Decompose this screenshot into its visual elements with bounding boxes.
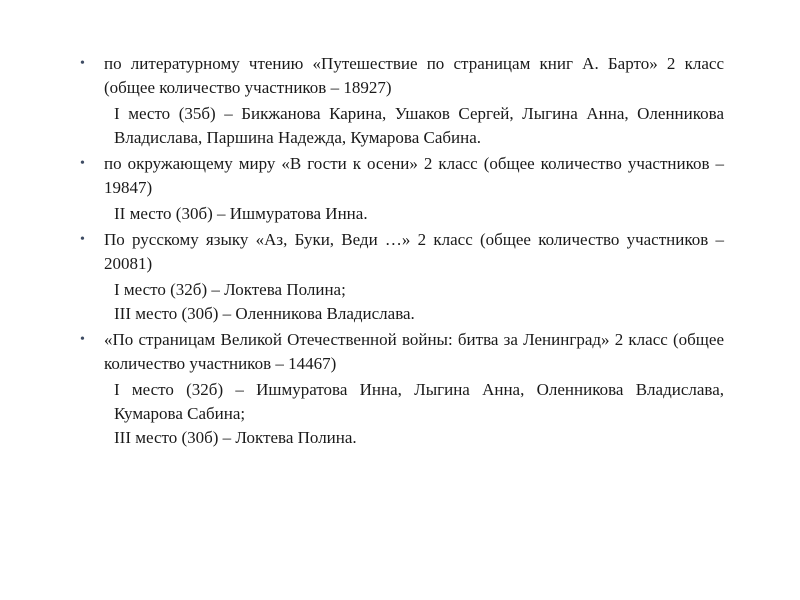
list-item bbox=[76, 152, 724, 200]
item-text: «По страницам Великой Отечественной войны: битва за Ленинград» 2 класс (общее количество участников – 14467) bbox=[104, 330, 724, 373]
result-line: I место (32б) – Ишмуратова Инна, Лыгина Анна, Оленникова Владислава, Кумарова Сабина; bbox=[114, 380, 724, 423]
item-text: по литературному чтению «Путешествие по страницам книг А. Барто» 2 класс (общее количество участников – 18927) bbox=[104, 54, 724, 97]
bullet-icon: • bbox=[80, 332, 85, 347]
result-line: III место (30б) – Локтева Полина. bbox=[114, 428, 357, 447]
result-line: II место (30б) – Ишмуратова Инна. bbox=[114, 204, 368, 223]
result-line: I место (35б) – Бикжанова Карина, Ушаков Сергей, Лыгина Анна, Оленникова Владислава, Паршина Надежда, Кумарова Сабина. bbox=[114, 104, 724, 147]
list-item bbox=[76, 52, 724, 100]
bullet-icon: • bbox=[80, 232, 85, 247]
item-text: По русскому языку «Аз, Буки, Веди …» 2 класс (общее количество участников – 20081) bbox=[104, 230, 724, 273]
bullet-icon: • bbox=[80, 56, 85, 71]
list-item bbox=[76, 228, 724, 276]
bullet-icon: • bbox=[80, 156, 85, 171]
item-text: по окружающему миру «В гости к осени» 2 класс (общее количество участников – 19847) bbox=[104, 154, 724, 197]
result-line: III место (30б) – Оленникова Владислава. bbox=[114, 304, 415, 323]
result-line: I место (32б) – Локтева Полина; bbox=[114, 280, 346, 299]
list-item bbox=[76, 328, 724, 376]
